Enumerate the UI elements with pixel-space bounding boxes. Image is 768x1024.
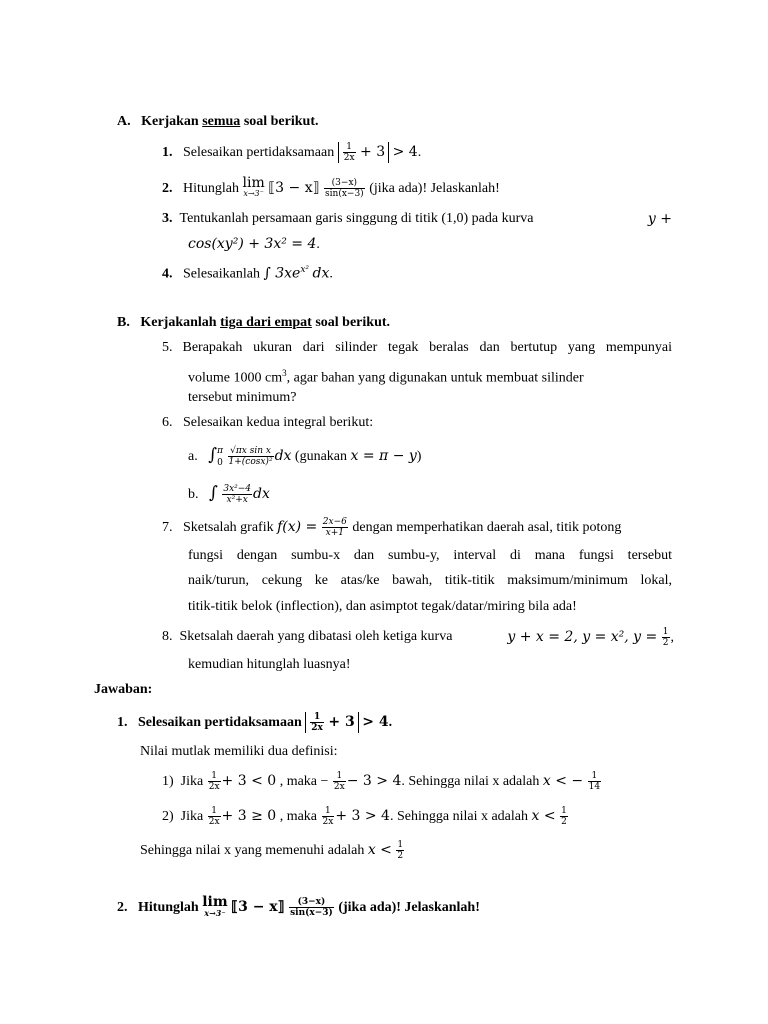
question-2 bbox=[162, 175, 500, 202]
question-8-line-1 bbox=[162, 625, 674, 650]
result-expression: + 3 > 4 bbox=[335, 808, 390, 824]
hint-text: (gunakan bbox=[294, 449, 348, 464]
case-text: , maka bbox=[279, 809, 318, 824]
fraction-numerator: 1 bbox=[561, 806, 567, 817]
lim-label: lim bbox=[202, 894, 228, 911]
solution-expression: x < − bbox=[542, 773, 584, 789]
fraction bbox=[228, 446, 274, 467]
answer-1-intro: Nilai mutlak memiliki dua definisi: bbox=[140, 744, 338, 759]
floor-expression: ⟦3 − x⟧ bbox=[268, 180, 320, 196]
fraction-numerator: 1 bbox=[208, 806, 221, 817]
punctuation: ) bbox=[416, 449, 422, 464]
curve-expression: y + bbox=[647, 211, 672, 227]
result-expression: − 3 > 4 bbox=[346, 773, 402, 789]
fraction-numerator: 1 bbox=[397, 840, 404, 851]
question-text: Selesaikan kedua integral berikut: bbox=[183, 415, 374, 430]
fraction bbox=[662, 627, 670, 648]
case-text: . Sehingga nilai x adalah bbox=[401, 774, 540, 789]
fraction-denominator: 2x bbox=[343, 153, 355, 164]
question-6b bbox=[188, 479, 270, 509]
limit-expression bbox=[242, 175, 265, 199]
conclusion-text: Sehingga nilai x yang memenuhi adalah bbox=[140, 843, 365, 858]
question-tail: (jika ada)! Jelaskanlah! bbox=[369, 181, 500, 196]
section-b-title-post: soal berikut. bbox=[311, 315, 391, 330]
question-1 bbox=[162, 141, 421, 164]
case-number: 2) bbox=[162, 809, 174, 824]
answer-tail: (jika ada)! Jelaskanlah! bbox=[338, 900, 480, 915]
question-number: 2. bbox=[162, 181, 173, 196]
answer-title-text: Hitunglah bbox=[138, 900, 199, 915]
fraction-numerator: 1 bbox=[208, 771, 221, 782]
question-7-line-4: titik-titik belok (inflection), dan asimptot tegak/datar/miring bila ada! bbox=[188, 599, 577, 614]
exponent: x² bbox=[300, 265, 310, 275]
fraction-numerator: 2x−6 bbox=[322, 517, 347, 528]
case-number: 1) bbox=[162, 774, 174, 789]
fraction-numerator: (3−x) bbox=[289, 897, 334, 908]
question-text: Selesaikanlah bbox=[183, 266, 260, 282]
conclusion-expression: x < bbox=[367, 842, 392, 858]
fraction bbox=[289, 897, 334, 918]
answer-1-case-2 bbox=[162, 803, 569, 830]
lim-subscript: x→3⁻ bbox=[243, 189, 264, 199]
section-a-title bbox=[117, 113, 319, 131]
question-6 bbox=[162, 414, 373, 432]
question-text: Sketsalah grafik bbox=[183, 520, 274, 535]
punctuation: . bbox=[316, 237, 320, 252]
section-a-title-underlined: semua bbox=[202, 114, 241, 129]
question-number: 6. bbox=[162, 415, 173, 430]
expression: + 3 bbox=[328, 714, 355, 731]
case-text: Jika bbox=[180, 774, 204, 789]
question-number: 5. bbox=[162, 340, 173, 355]
fraction bbox=[560, 806, 568, 827]
question-3-line-1 bbox=[162, 210, 672, 228]
fraction-numerator: 1 bbox=[322, 806, 335, 817]
fraction-numerator: 1 bbox=[310, 712, 324, 723]
fraction bbox=[322, 517, 348, 538]
integral-expression: ∫ 3xe bbox=[263, 265, 301, 282]
punctuation: . bbox=[329, 266, 333, 282]
fraction-denominator: sin(x−3) bbox=[290, 908, 333, 919]
fraction bbox=[333, 771, 346, 792]
fraction-denominator: 2x bbox=[333, 782, 345, 793]
fraction-denominator: 2 bbox=[397, 851, 404, 862]
question-number: 4. bbox=[162, 266, 173, 282]
differential: dx bbox=[253, 486, 270, 502]
question-number: 3. bbox=[162, 211, 173, 226]
question-5-line-3: tersebut minimum? bbox=[188, 390, 297, 405]
question-number: 1. bbox=[162, 145, 173, 160]
question-number: 8. bbox=[162, 629, 173, 644]
fraction-denominator: 2x bbox=[208, 782, 220, 793]
question-7-line-3: naik/turun, cekung ke atas/ke bawah, titik-titik maksimum/minimum lokal, bbox=[188, 573, 672, 588]
fraction bbox=[322, 806, 335, 827]
question-6a bbox=[188, 441, 421, 471]
condition-expression: + 3 < 0 bbox=[221, 773, 277, 789]
integral-sign: ∫ bbox=[209, 483, 218, 503]
fraction-denominator: x²+x bbox=[226, 495, 248, 506]
lim-subscript: x→3⁻ bbox=[204, 908, 226, 919]
fraction-numerator: 1 bbox=[343, 142, 356, 153]
question-text: volume 1000 cm bbox=[188, 370, 283, 386]
fraction-numerator: √πx sin x bbox=[228, 446, 274, 457]
fraction-numerator: 1 bbox=[333, 771, 346, 782]
fraction-numerator: 1 bbox=[588, 771, 601, 782]
fraction-denominator: sin(x−3) bbox=[325, 189, 364, 200]
question-text: Tentukanlah persamaan garis singgung di titik (1,0) pada kurva bbox=[179, 211, 534, 226]
question-text: dengan memperhatikan daerah asal, titik potong bbox=[352, 520, 622, 535]
limit-expression bbox=[202, 894, 228, 919]
question-4 bbox=[162, 261, 333, 284]
section-a-title-pre: Kerjakan bbox=[141, 114, 203, 129]
answer-2-title bbox=[117, 894, 480, 921]
section-b-title-underlined: tiga dari empat bbox=[220, 315, 312, 330]
integral-sign: ∫ bbox=[208, 445, 218, 465]
answer-number: 1. bbox=[117, 715, 128, 730]
answer-number: 2. bbox=[117, 900, 128, 915]
answers-heading: Jawaban: bbox=[94, 682, 153, 697]
fraction-denominator: 2 bbox=[662, 638, 669, 649]
case-text: . Sehingga nilai x adalah bbox=[389, 809, 528, 824]
section-b-letter: B. bbox=[117, 315, 130, 330]
absolute-value bbox=[338, 142, 389, 163]
fraction-numerator: 1 bbox=[662, 627, 669, 638]
case-text: , maka − bbox=[279, 774, 329, 789]
punctuation: , bbox=[670, 630, 674, 645]
section-b-title bbox=[117, 314, 390, 332]
inequality: > 4 bbox=[392, 144, 418, 160]
answer-1-title bbox=[117, 710, 392, 735]
lim-label: lim bbox=[242, 175, 265, 192]
question-8-line-2: kemudian hitunglah luasnya! bbox=[188, 657, 351, 672]
fraction-numerator: (3−x) bbox=[324, 178, 365, 189]
fraction-denominator: x+1 bbox=[325, 528, 344, 539]
punctuation: . bbox=[388, 715, 393, 730]
fraction bbox=[222, 484, 252, 505]
differential: dx bbox=[312, 265, 330, 282]
section-a-letter: A. bbox=[117, 114, 131, 129]
section-a-title-post: soal berikut. bbox=[240, 114, 319, 129]
question-text: Selesaikan pertidaksamaan bbox=[183, 145, 335, 160]
question-3-line-2 bbox=[188, 235, 320, 254]
question-text: Sketsalah daerah yang dibatasi oleh ketiga kurva bbox=[179, 629, 453, 644]
question-text: , agar bahan yang digunakan untuk membuat silinder bbox=[286, 370, 584, 386]
differential: dx bbox=[274, 448, 292, 464]
fraction-denominator: 2x bbox=[322, 817, 334, 828]
superscript: 3 bbox=[282, 368, 287, 378]
subquestion-label: a. bbox=[188, 449, 198, 464]
fraction-denominator: 14 bbox=[588, 782, 601, 793]
condition-expression: + 3 ≥ 0 bbox=[221, 808, 277, 824]
fraction-denominator: 1+(cosx)² bbox=[228, 457, 273, 468]
inequality: > 4 bbox=[362, 714, 389, 730]
curve-expression: cos(xy²) + 3x² = 4 bbox=[188, 236, 317, 252]
question-5-line-1 bbox=[162, 339, 672, 357]
hint-expression: x = π − y bbox=[350, 448, 417, 464]
absolute-value bbox=[305, 712, 359, 733]
question-7-line-2: fungsi dengan sumbu-x dan sumbu-y, interval di mana fungsi tersebut bbox=[188, 548, 672, 563]
case-text: Jika bbox=[180, 809, 204, 824]
fraction-denominator: 2x bbox=[208, 817, 220, 828]
question-number: 7. bbox=[162, 520, 173, 535]
answer-1-case-1 bbox=[162, 768, 602, 795]
curves-expression: y + x = 2, y = x², y = bbox=[507, 629, 658, 645]
punctuation: . bbox=[417, 145, 422, 160]
fraction bbox=[324, 178, 365, 199]
floor-expression: ⟦3 − x⟧ bbox=[231, 899, 285, 915]
question-5-line-2 bbox=[188, 364, 672, 388]
fraction-denominator: 2x bbox=[311, 723, 323, 734]
section-b-title-pre: Kerjakanlah bbox=[140, 315, 221, 330]
solution-expression: x < bbox=[531, 808, 556, 824]
fraction-denominator: 2 bbox=[561, 817, 567, 828]
fraction bbox=[208, 771, 221, 792]
fraction bbox=[208, 806, 221, 827]
integral-upper-bound: π bbox=[217, 445, 223, 456]
subquestion-label: b. bbox=[188, 487, 199, 502]
question-text: Berapakah ukuran dari silinder tegak beralas dan bertutup yang mempunyai bbox=[182, 340, 672, 355]
function-expression: f(x) = bbox=[277, 519, 318, 535]
expression: + 3 bbox=[360, 144, 386, 161]
answer-1-conclusion bbox=[140, 837, 405, 864]
fraction-numerator: 3x²−4 bbox=[223, 484, 252, 495]
question-7-line-1 bbox=[162, 514, 672, 541]
fraction bbox=[588, 771, 601, 792]
fraction bbox=[396, 840, 404, 861]
question-text: Hitunglah bbox=[183, 181, 239, 196]
answer-title-text: Selesaikan pertidaksamaan bbox=[138, 715, 302, 730]
integral-lower-bound: 0 bbox=[217, 457, 223, 468]
